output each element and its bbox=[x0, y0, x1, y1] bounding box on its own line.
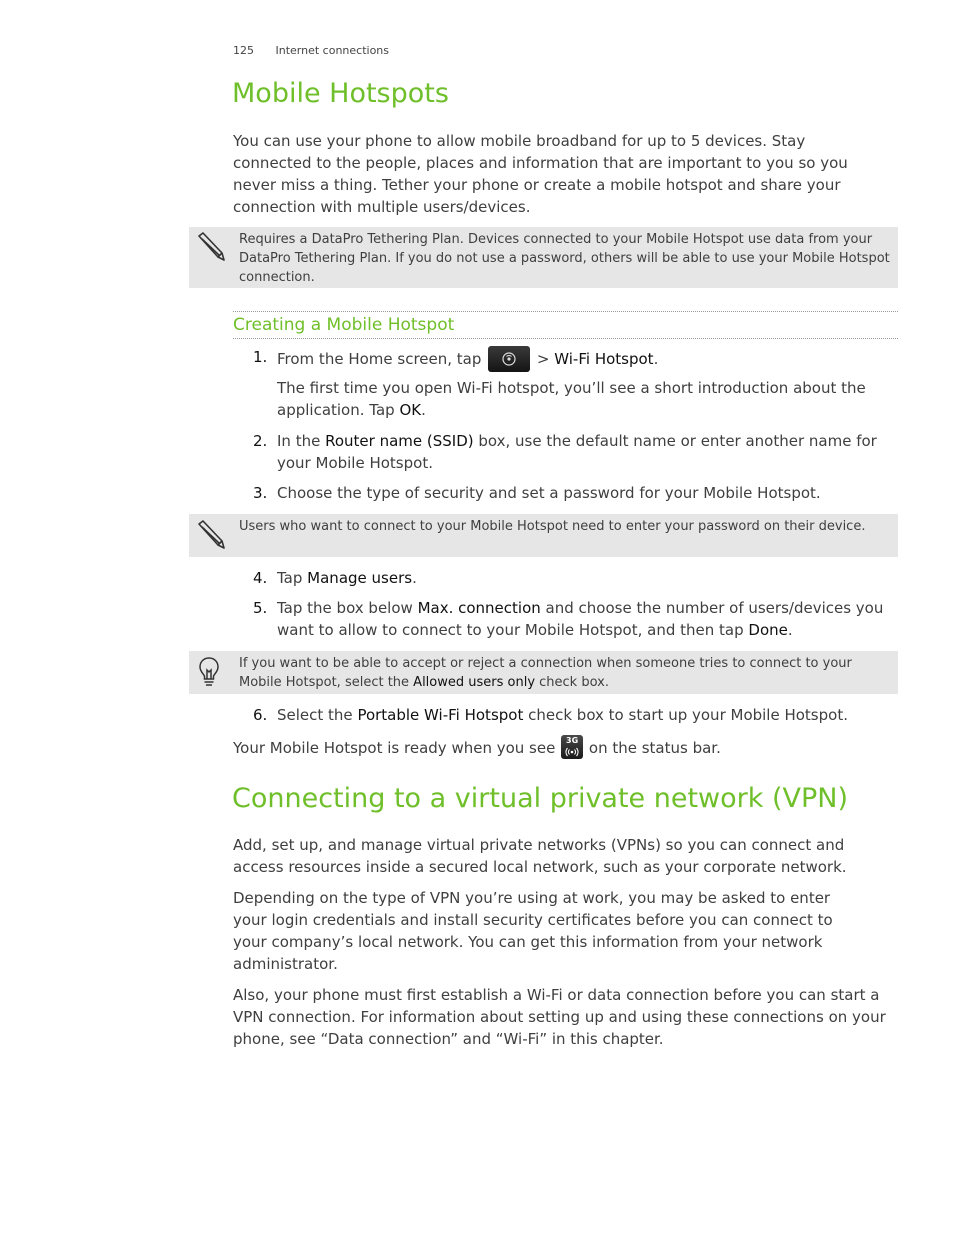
step-5-number: 5. bbox=[253, 599, 268, 617]
subsection-rule-top bbox=[233, 311, 898, 312]
step-2-number: 2. bbox=[253, 432, 268, 450]
step-6-number: 6. bbox=[253, 706, 268, 724]
ui-wifi-hotspot: Wi-Fi Hotspot bbox=[554, 350, 654, 368]
step-5-text: Tap the box below Max. connection and choose the number of users/devices you want to allow to connect to your Mobile Hotspot, and then tap Done. bbox=[277, 599, 884, 639]
lightbulb-icon bbox=[198, 656, 220, 692]
step-1-text: From the Home screen, tap > Wi-Fi Hotspot. bbox=[277, 346, 898, 372]
subsection-rule-bottom bbox=[233, 338, 898, 339]
ui-portable-wifi-hotspot: Portable Wi-Fi Hotspot bbox=[357, 706, 524, 724]
section-title-mobile-hotspots: Mobile Hotspots bbox=[232, 78, 449, 109]
step-5 bbox=[233, 597, 898, 641]
step-1 bbox=[233, 346, 898, 368]
step-6-text: Select the Portable Wi-Fi Hotspot check box to start up your Mobile Hotspot. bbox=[277, 706, 848, 724]
intro-paragraph: You can use your phone to allow mobile broadband for up to 5 devices. Stay connected to the people, places and information that are important to you so you never miss a thing. Tether your phone or create a mobile hotspot and share your connection with multiple users/devices. bbox=[233, 132, 848, 216]
ui-router-name: Router name (SSID) bbox=[325, 432, 474, 450]
step-2 bbox=[233, 430, 898, 474]
note-text-password: Users who want to connect to your Mobile Hotspot need to enter your password on their device. bbox=[239, 519, 866, 534]
section-title-vpn: Connecting to a virtual private network (VPN) bbox=[232, 783, 848, 814]
hotspot-ready-line: Your Mobile Hotspot is ready when you see 3G on the status bar. bbox=[233, 736, 721, 757]
running-header bbox=[233, 44, 389, 57]
step-4-number: 4. bbox=[253, 569, 268, 587]
step-4-text: Tap Manage users. bbox=[277, 569, 417, 587]
page-number: 125 bbox=[233, 44, 254, 57]
step-3-text: Choose the type of security and set a password for your Mobile Hotspot. bbox=[277, 484, 821, 502]
step-4 bbox=[233, 567, 898, 589]
note-box-password bbox=[189, 514, 898, 557]
pencil-icon bbox=[195, 231, 225, 265]
note-text-tethering: Requires a DataPro Tethering Plan. Devices connected to your Mobile Hotspot use data from your DataPro Tethering Plan. If you do not use a password, others will be able to use your Mobile Hotspot connection. bbox=[239, 232, 890, 285]
note-box-tethering bbox=[189, 227, 898, 288]
ui-ok: OK bbox=[399, 401, 422, 419]
step-1-number: 1. bbox=[253, 348, 268, 366]
vpn-paragraph-2: Depending on the type of VPN you’re using at work, you may be asked to enter your login credentials and install security certificates before you can connect to your company’s local network. You can get this information from your network administrator. bbox=[233, 889, 833, 973]
step-2-text: In the Router name (SSID) box, use the default name or enter another name for your Mobile Hotspot. bbox=[277, 432, 877, 472]
vpn-paragraph-3: Also, your phone must first establish a Wi-Fi or data connection before you can start a VPN connection. For information about setting up and using these connections on your phone, see “Data connection” and “Wi-Fi” in this chapter. bbox=[233, 986, 886, 1048]
step-1-detail: The first time you open Wi-Fi hotspot, you’ll see a short introduction about the application. Tap OK. bbox=[277, 379, 866, 419]
step-3 bbox=[233, 482, 898, 504]
hotspot-app-icon[interactable] bbox=[488, 346, 530, 372]
step-6 bbox=[233, 704, 898, 726]
ui-allowed-users-only: Allowed users only bbox=[413, 675, 536, 690]
ui-manage-users: Manage users bbox=[307, 569, 413, 587]
subsection-title-creating: Creating a Mobile Hotspot bbox=[233, 315, 455, 335]
ui-done: Done bbox=[748, 621, 788, 639]
ui-max-connection: Max. connection bbox=[417, 599, 541, 617]
3g-hotspot-status-icon: 3G bbox=[561, 735, 583, 759]
vpn-paragraph-1: Add, set up, and manage virtual private networks (VPNs) so you can connect and access resources inside a secured local network, such as your corporate network. bbox=[233, 836, 847, 876]
pencil-icon bbox=[195, 519, 225, 553]
chapter-title: Internet connections bbox=[275, 44, 390, 57]
step-3-number: 3. bbox=[253, 484, 268, 502]
tip-text: If you want to be able to accept or reject a connection when someone tries to connect to your Mobile Hotspot, select the Allowed users only check box. bbox=[239, 656, 852, 690]
tip-box-allowed-users bbox=[189, 651, 898, 694]
